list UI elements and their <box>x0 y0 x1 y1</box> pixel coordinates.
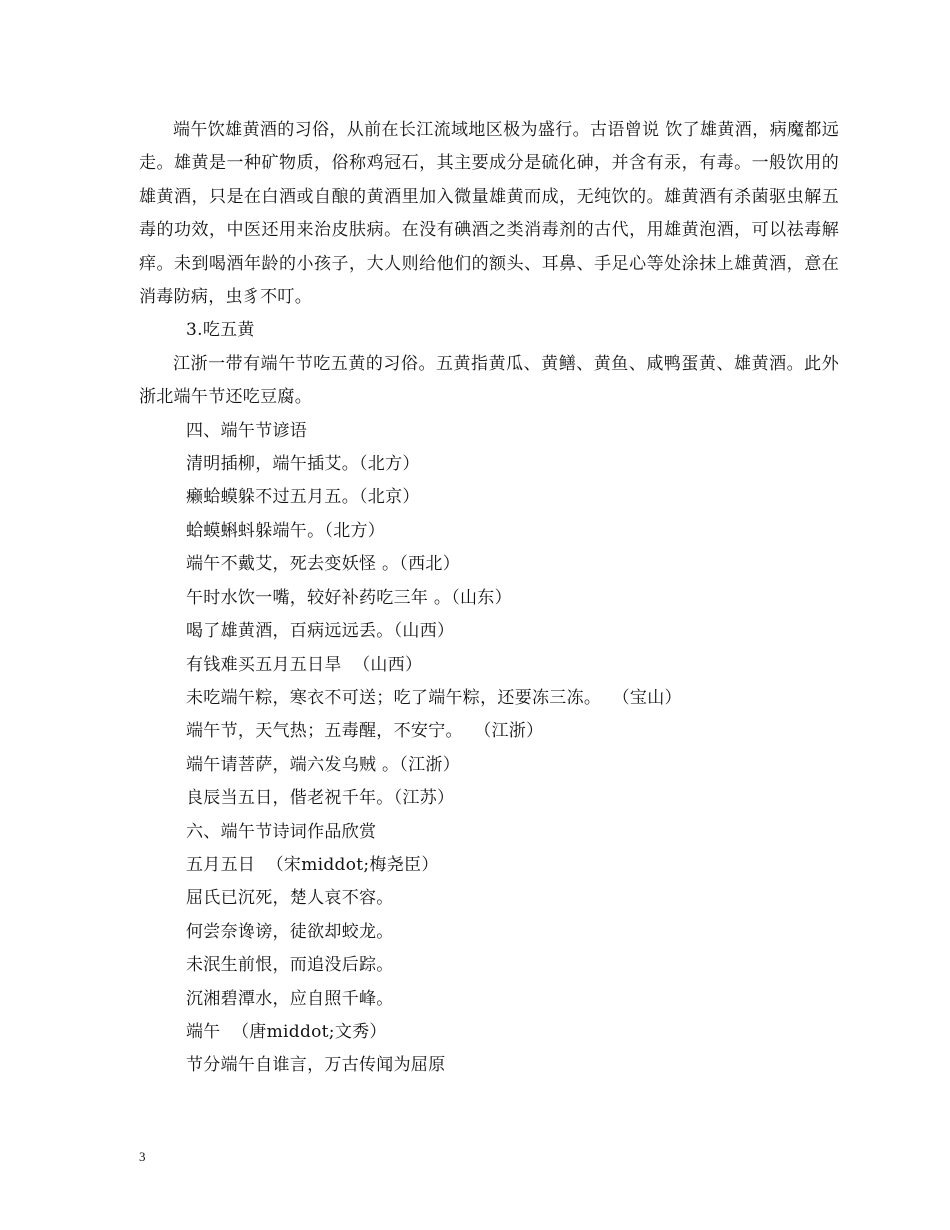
proverb-line: 午时水饮一嘴，较好补药吃三年 。（山东） <box>186 587 512 608</box>
poem-line: 沉湘碧潭水，应自照千峰。 <box>186 988 394 1009</box>
section-heading-five-yellow: 3.吃五黄 <box>186 320 255 341</box>
poem-line: 何尝奈谗谤，徒欲却蛟龙。 <box>186 921 394 942</box>
poem-line: 节分端午自谁言，万古传闻为屈原 <box>186 1055 446 1076</box>
proverb-line: 有钱难买五月五日旱 （山西） <box>186 654 423 675</box>
poem-line: 屈氏已沉死，楚人哀不容。 <box>186 888 394 909</box>
proverb-line: 端午节，天气热；五毒醒，不安宁。 （江浙） <box>186 721 544 742</box>
proverb-line: 未吃端午粽，寒衣不可送；吃了端午粽，还要冻三冻。 （宝山） <box>186 687 682 708</box>
section-heading-poems: 六、端午节诗词作品欣赏 <box>186 821 377 842</box>
poem-line: 未泯生前恨，而追没后踪。 <box>186 955 394 976</box>
page-number: 3 <box>139 1149 146 1164</box>
proverb-line: 端午不戴艾，死去变妖怪 。（西北） <box>186 554 461 575</box>
five-yellow-paragraph: 江浙一带有端午节吃五黄的习俗。五黄指黄瓜、黄鳝、黄鱼、咸鸭蛋黄、雄黄酒。此外浙北端午节还吃豆腐。 <box>139 353 839 408</box>
proverb-line: 清明插柳，端午插艾。（北方） <box>186 454 420 475</box>
proverb-line: 蛤蟆蝌蚪躲端午。（北方） <box>186 520 386 541</box>
section-heading-proverbs: 四、端午节谚语 <box>186 420 308 441</box>
poem-title: 五月五日 （宋middot;梅尧臣） <box>186 854 439 875</box>
proverb-line: 端午请菩萨，端六发乌贼 。（江浙） <box>186 754 461 775</box>
proverb-line: 喝了雄黄酒，百病远远丢。（山西） <box>186 621 455 642</box>
realgar-wine-paragraph: 端午饮雄黄酒的习俗，从前在长江流域地区极为盛行。古语曾说 饮了雄黄酒，病魔都远走。雄黄是一种矿物质，俗称鸡冠石，其主要成分是硫化砷，并含有汞，有毒。一般饮用的雄黄酒，只是在白酒或自酿的黄酒里加入微量雄黄而成，无纯饮的。雄黄酒有杀菌驱虫解五毒的功效，中医还用来治皮肤病。在没有碘酒之类消毒剂的古代，用雄黄泡酒，可以祛毒解痒。未到喝酒年龄的小孩子，大人则给他们的额头、耳鼻、手足心等处涂抹上雄黄酒，意在消毒防病，虫豸不叮。 <box>139 120 839 308</box>
poem-title: 端午 （唐middot;文秀） <box>186 1021 387 1042</box>
document-body <box>139 114 839 1083</box>
proverb-line: 癞蛤蟆躲不过五月五。（北京） <box>186 487 420 508</box>
proverb-line: 良辰当五日，偕老祝千年。（江苏） <box>186 788 455 809</box>
